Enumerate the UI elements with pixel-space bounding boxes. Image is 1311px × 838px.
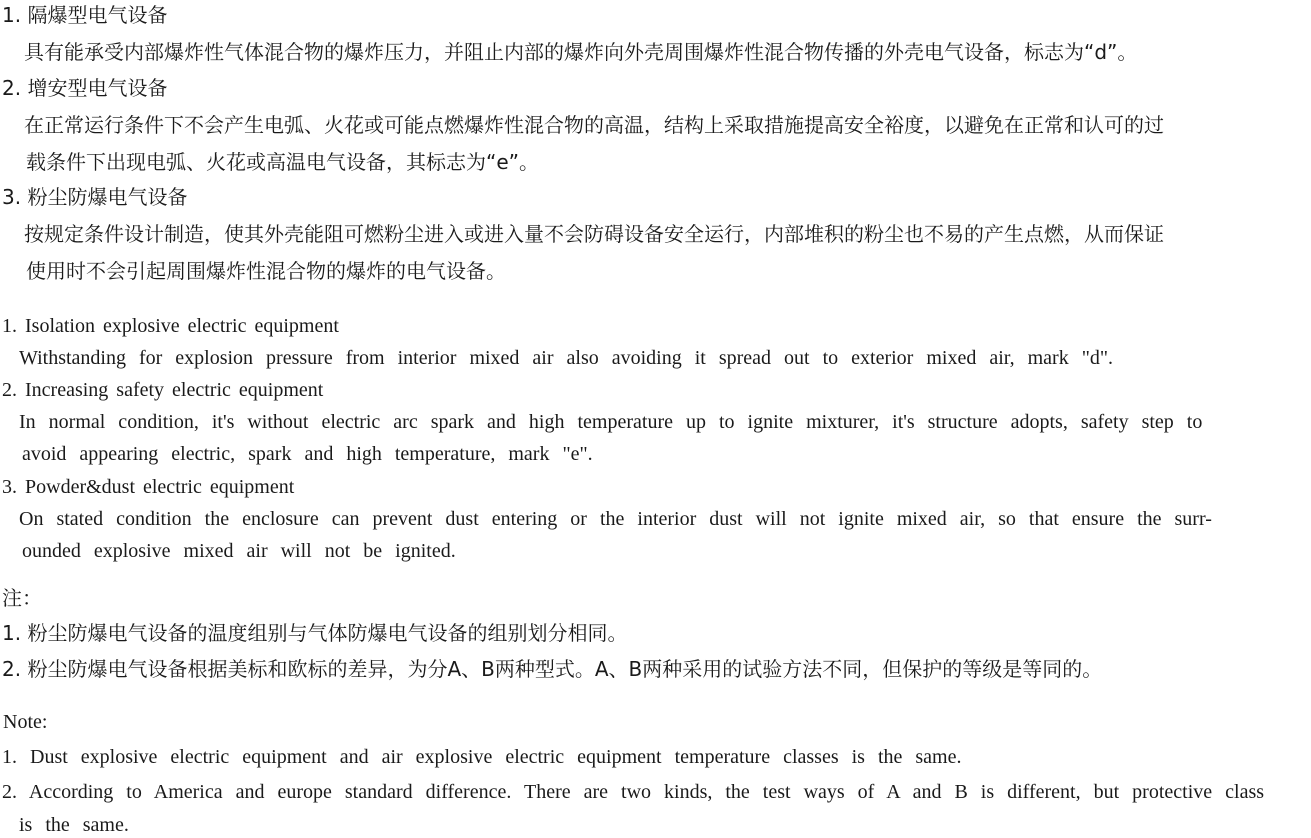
zh-item-2-body-line-1: 在正常运行条件下不会产生电弧、火花或可能点燃爆炸性混合物的高温，结构上采取措施提高安全裕度，以避免在正常和认可的过 — [24, 113, 1164, 137]
en-note-item-2-continuation: is the same. — [19, 814, 129, 836]
en-item-1-title: 1. Isolation explosive electric equipment — [2, 315, 339, 337]
zh-note-item-1: 1. 粉尘防爆电气设备的温度组别与气体防爆电气设备的组别划分相同。 — [2, 621, 628, 645]
zh-item-1-title: 1. 隔爆型电气设备 — [2, 3, 168, 27]
en-item-3-body-line-1: On stated condition the enclosure can prevent dust entering or the interior dust will not ignite mixed air, so that ensure the surr- — [19, 508, 1212, 530]
zh-item-2-title: 2. 增安型电气设备 — [2, 76, 168, 100]
en-item-3-title: 3. Powder&dust electric equipment — [2, 476, 295, 498]
zh-item-3-body-line-2: 使用时不会引起周围爆炸性混合物的爆炸的电气设备。 — [26, 259, 506, 283]
en-item-2-body-line-2: avoid appearing electric, spark and high temperature, mark "e". — [22, 443, 593, 465]
en-item-2-body-line-1: In normal condition, it's without electric arc spark and high temperature up to ignite mixturer, it's structure adopts, safety step to — [19, 411, 1203, 433]
en-item-3-body-line-2: ounded explosive mixed air will not be ignited. — [22, 540, 456, 562]
en-note-item-1: 1. Dust explosive electric equipment and air explosive electric equipment temperature classes is the same. — [2, 746, 962, 768]
zh-item-3-body-line-1: 按规定条件设计制造，使其外壳能阻可燃粉尘进入或进入量不会防碍设备安全运行，内部堆积的粉尘也不易的产生点燃，从而保证 — [24, 222, 1164, 246]
zh-item-2-body-line-2: 载条件下出现电弧、火花或高温电气设备，其标志为“e”。 — [26, 150, 540, 174]
en-item-1-body-line-1: Withstanding for explosion pressure from interior mixed air also avoiding it spread out to exterior mixed air, mark "d". — [19, 347, 1114, 369]
en-note-heading: Note: — [3, 711, 48, 733]
zh-note-item-2: 2. 粉尘防爆电气设备根据美标和欧标的差异，为分A、B两种型式。A、B两种采用的试验方法不同，但保护的等级是等同的。 — [2, 657, 1103, 681]
zh-item-3-title: 3. 粉尘防爆电气设备 — [2, 185, 188, 209]
zh-item-1-body-line-1: 具有能承受内部爆炸性气体混合物的爆炸压力，并阻止内部的爆炸向外壳周围爆炸性混合物传播的外壳电气设备，标志为“d”。 — [24, 40, 1138, 64]
zh-note-heading: 注： — [2, 586, 42, 610]
en-item-2-title: 2. Increasing safety electric equipment — [2, 379, 324, 401]
en-note-item-2: 2. According to America and europe standard difference. There are two kinds, the test ways of A and B is different, but protective class — [2, 781, 1265, 803]
